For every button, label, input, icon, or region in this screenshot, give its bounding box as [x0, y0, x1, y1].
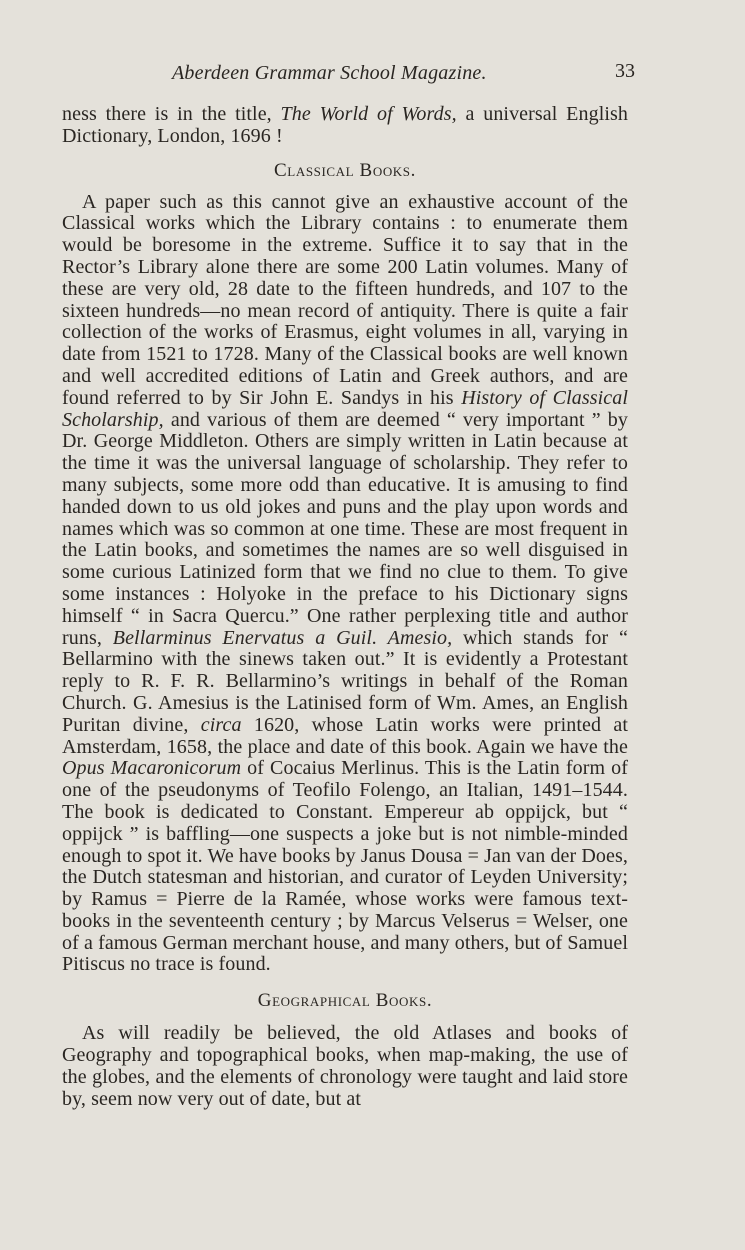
classical-text-1: A paper such as this cannot give an exhaustive account of the Classical works which the Library contains : to enumerate them would be boresome in the extreme. Suffice it to say that in the Rector’s Library alone there are some 200 Latin volumes. Many of these are very old, 28 date to the fifteen hundreds, and 107 to the sixteen hundreds—no mean record of antiquity. There is quite a fair collection of the works of Erasmus, eight volumes in all, varying in date from 1521 to 1728. Many of the Classical books are well known and well accredited editions of Latin and Greek authors, and are found referred to by Sir John E. Sandys in his	[62, 190, 628, 409]
geographical-books-paragraph: As will readily be believed, the old Atlases and books of Geography and topographical books, when map-making, the use of the globes, and the elements of chronology were taught and laid store by, seem now very out of date, but at	[62, 1022, 628, 1110]
running-header	[62, 60, 635, 88]
heading-classical-books: Classical Books.	[274, 159, 416, 181]
classical-title-opus: Opus Macaronicorum	[62, 757, 242, 780]
classical-title-bellarminus: Bellarminus Enervatus a Guil. Amesio,	[112, 626, 453, 649]
intro-paragraph	[62, 104, 628, 148]
intro-book-title: The World of Words,	[280, 103, 457, 125]
running-title: Aberdeen Grammar School Magazine.	[172, 62, 487, 84]
intro-text-before: ness there is in the title,	[62, 103, 281, 125]
classical-circa: circa	[200, 713, 242, 736]
heading-geographical-books: Geographical Books.	[257, 990, 433, 1012]
intro-text-after: a universal English Dictionary, London, 1696 !	[62, 103, 628, 147]
classical-title-history: History of Classical Scholarship,	[62, 386, 628, 431]
classical-text-4: 1620, whose Latin works were printed at Amsterdam, 1658, the place and date of this book. Again we have the	[62, 713, 628, 758]
classical-text-5: of Cocaius Merlinus. This is the Latin form of one of the pseudonyms of Teofilo Folengo, an Italian, 1491–1544. The book is dedicated to Constant. Empereur ab oppijck, but “ oppijck ” is baffling—one suspects a joke but is not nimble-minded enough to spot it. We have books by Janus Dousa = Jan van der Does, the Dutch statesman and historian, and curator of Leyden University; by Ramus = Pierre de la Ramée, whose works were famous text-books in the seventeenth century ; by Marcus Velserus = Welser, one of a famous German merchant house, and many others, but of Samuel Pitiscus no trace is found.	[62, 757, 628, 976]
classical-text-3: which stands for “ Bellarmino with the sinews taken out.” It is evidently a Protestant reply to R. F. R. Bellarmino’s writings in behalf of the Roman Church. G. Amesius is the Latinised form of Wm. Ames, an English Puritan divine,	[62, 626, 628, 736]
page-number: 33	[615, 60, 635, 82]
classical-text-2: and various of them are deemed “ very important ” by Dr. George Middleton. Others are simply written in Latin because at the time it was the universal language of scholarship. They refer to many subjects, some more odd than educative. It is amusing to find handed down to us old jokes and puns and the play upon words and names which was so common at one time. These are most frequent in the Latin books, and sometimes the names are so well disguised in some curious Latinized form that we find no clue to them. To give some instances : Holyoke in the preface to his Dictionary signs himself “ in Sacra Quercu.” One rather perplexing title and author runs,	[62, 408, 628, 649]
classical-books-paragraph	[62, 192, 628, 977]
